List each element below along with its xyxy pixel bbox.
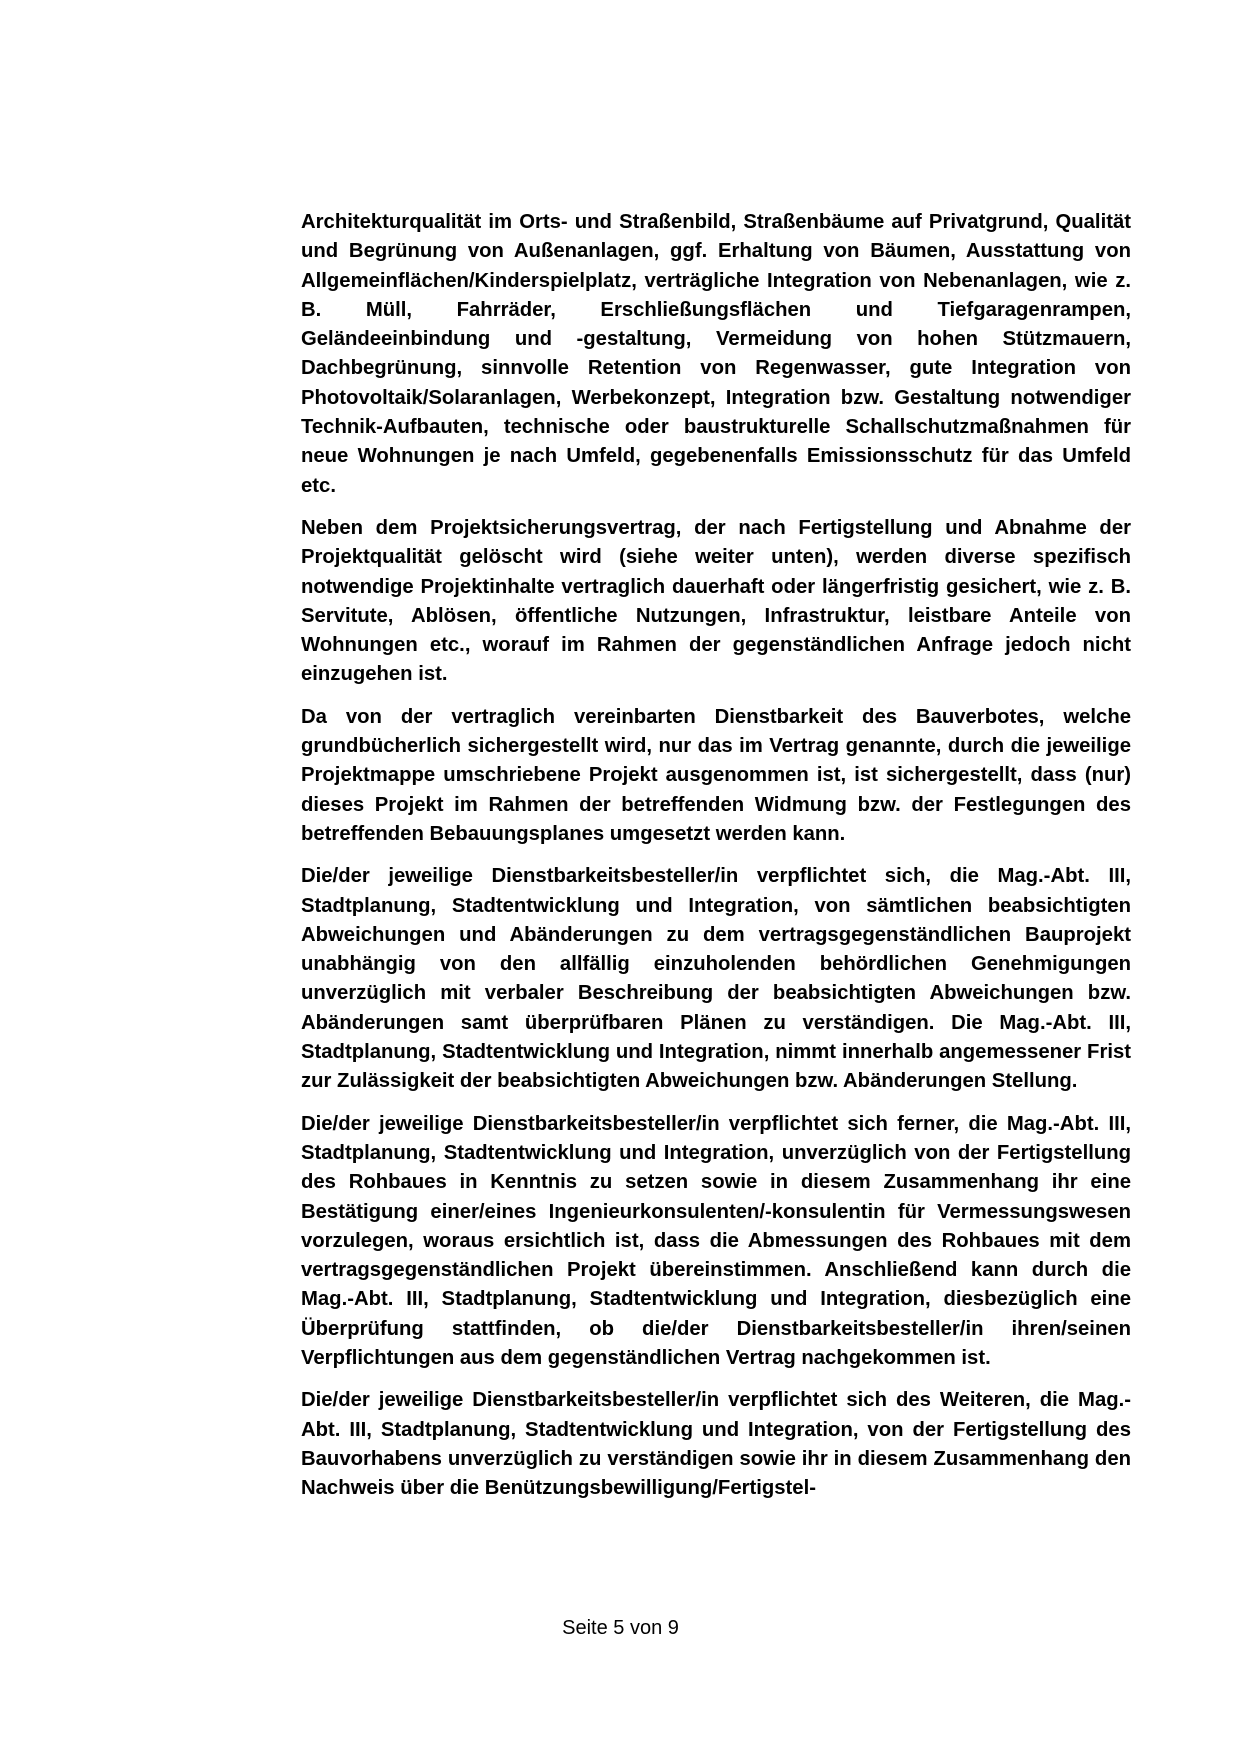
paragraph-bauvorhaben-fertigstellung: Die/der jeweilige Dienstbarkeitsbesteller/in verpflichtet sich des Weiteren, die Mag.-Abt. III, Stadtplanung, Stadtentwicklung und Integration, von der Fertigstellung des Bauvorhabens unverzüglich zu verständigen sowie ihr in diesem Zusammenhang den Nachweis über die Benützungsbewilligung/Fertigstel- [301, 1389, 1131, 1500]
paragraph-projektsicherungsvertrag: Neben dem Projektsicherungsvertrag, der nach Fertigstellung und Abnahme der Projektqualität gelöscht wird (siehe weiter unten), werden diverse spezifisch notwendige Projektinhalte vertraglich dauerhaft oder längerfristig gesichert, wie z. B. Servitute, Ablösen, öffentliche Nutzungen, Infrastruktur, leistbare Anteile von Wohnungen etc., worauf im Rahmen der gegenständlichen Anfrage jedoch nicht einzugehen ist. [301, 516, 1131, 686]
paragraph-rohbau-fertigstellung: Die/der jeweilige Dienstbarkeitsbesteller/in verpflichtet sich ferner, die Mag.-Abt. III, Stadtplanung, Stadtentwicklung und Integration, unverzüglich von der Fertigstellung des Rohbaues in Kenntnis zu setzen sowie in diesem Zusammenhang ihr eine Bestätigung einer/eines Ingenieurkonsulenten/-konsulentin für Vermessungswesen vorzulegen, woraus ersichtlich ist, dass die Abmessungen des Rohbaues mit dem vertragsgegenständlichen Projekt übereinstimmen. Anschließend kann durch die Mag.-Abt. III, Stadtplanung, Stadtentwicklung und Integration, diesbezüglich eine Überprüfung stattfinden, ob die/der Dienstbarkeitsbesteller/in ihren/seinen Verpflichtungen aus dem gegenständlichen Vertrag nachgekommen ist. [301, 1112, 1131, 1369]
paragraph-abweichungen: Die/der jeweilige Dienstbarkeitsbesteller/in verpflichtet sich, die Mag.-Abt. III, Stadtplanung, Stadtentwicklung und Integration, von sämtlichen beabsichtigten Abweichungen und Abänderungen zu dem vertragsgegenständlichen Bauprojekt unabhängig von den allfällig einzuholenden behördlichen Genehmigungen unverzüglich mit verbaler Beschreibung der beabsichtigten Abweichungen bzw. Abänderungen samt überprüfbaren Plänen zu verständigen. Die Mag.-Abt. III, Stadtplanung, Stadtentwicklung und Integration, nimmt innerhalb angemessener Frist zur Zulässigkeit der beabsichtigten Abweichungen bzw. Abänderungen Stellung. [301, 865, 1131, 1093]
paragraph-architekturqualitaet: Architekturqualität im Orts- und Straßenbild, Straßenbäume auf Privatgrund, Qualität und Begrünung von Außenanlagen, ggf. Erhaltung von Bäumen, Ausstattung von Allgemeinflächen/Kinderspielplatz, verträgliche Integration von Nebenanlagen, wie z. B. Müll, Fahrräder, Erschließungsflächen und Tiefgaragenrampen, Geländeeinbindung und -gestaltung, Vermeidung von hohen Stützmauern, Dachbegrünung, sinnvolle Retention von Regenwasser, gute Integration von Photovoltaik/Solaranlagen, Werbekonzept, Integration bzw. Gestaltung notwendiger Technik-Aufbauten, technische oder baustrukturelle Schallschutzmaßnahmen für neue Wohnungen je nach Umfeld, gegebenenfalls Emissionsschutz für das Umfeld etc. [301, 211, 1131, 497]
page-number-footer: Seite 5 von 9 [562, 1617, 679, 1639]
body-text [301, 208, 1131, 1516]
paragraph-dienstbarkeit-bauverbot: Da von der vertraglich vereinbarten Dienstbarkeit des Bauverbotes, welche grundbücherlich sichergestellt wird, nur das im Vertrag genannte, durch die jeweilige Projektmappe umschriebene Projekt ausgenommen ist, ist sichergestellt, dass (nur) dieses Projekt im Rahmen der betreffenden Widmung bzw. der Festlegungen des betreffenden Bebauungsplanes umgesetzt werden kann. [301, 705, 1131, 845]
